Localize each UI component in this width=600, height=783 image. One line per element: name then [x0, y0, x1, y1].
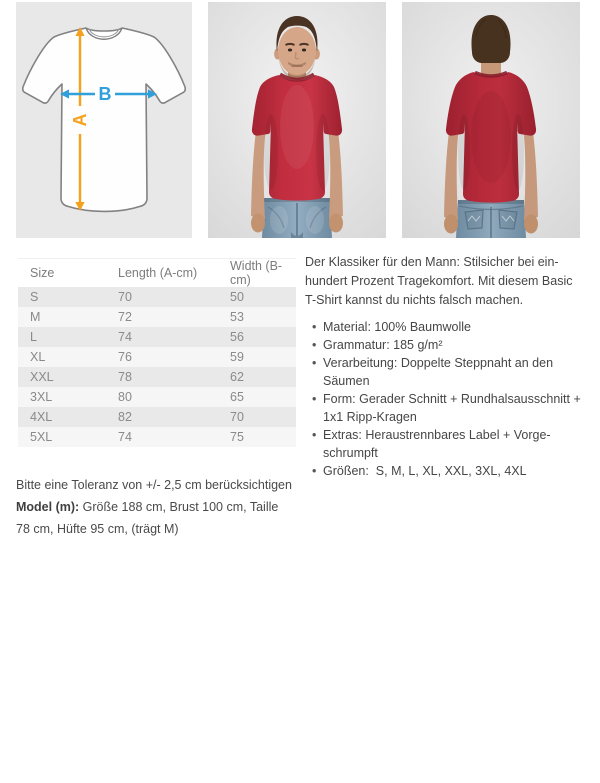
size-table-header-row: [18, 259, 296, 288]
bullet-icon: •: [312, 320, 317, 334]
size-table-cell: 70: [106, 287, 218, 307]
product-info-section: [16, 253, 583, 540]
size-table-cell: 72: [106, 307, 218, 327]
size-table-cell: 3XL: [18, 387, 106, 407]
model-front-illustration: [208, 2, 386, 238]
size-table-row: [18, 367, 296, 387]
diagram-label-b: B: [98, 84, 112, 104]
size-table-cell: S: [18, 287, 106, 307]
column-header: Length (A-cm): [106, 259, 218, 288]
size-table-cell: 59: [218, 347, 296, 367]
size-table-row: [18, 407, 296, 427]
bullet-icon: •: [312, 428, 317, 442]
bullet-icon: •: [312, 464, 317, 478]
size-table-cell: XL: [18, 347, 106, 367]
size-table-cell: 70: [218, 407, 296, 427]
feature-list-item: [312, 336, 583, 354]
size-table-cell: XXL: [18, 367, 106, 387]
size-table-cell: 76: [106, 347, 218, 367]
feature-text: Verarbeitung: Doppelte Steppnaht an den Säumen: [323, 356, 557, 388]
description-intro: Der Klassiker für den Mann: Stilsicher bei einhundert Prozent Tragekomfort. Mit diesem Basic T-Shirt kannst du nichts falsch machen.: [305, 255, 576, 307]
model-measurements-line2: 78 cm, Hüfte 95 cm, (trägt M): [16, 522, 179, 536]
feature-list-item: [312, 390, 583, 426]
tolerance-note: [16, 474, 308, 540]
product-description: [305, 253, 583, 540]
model-back-photo[interactable]: [402, 2, 580, 238]
size-table-row: [18, 427, 296, 447]
feature-list-item: [312, 462, 583, 480]
size-table-cell: 75: [218, 427, 296, 447]
size-table-cell: M: [18, 307, 106, 327]
model-back-illustration: [402, 2, 580, 238]
size-info-column: [16, 253, 298, 540]
diagram-label-a: A: [70, 113, 90, 127]
size-table-cell: 5XL: [18, 427, 106, 447]
size-table-cell: 4XL: [18, 407, 106, 427]
size-table-cell: 82: [106, 407, 218, 427]
size-table-row: [18, 287, 296, 307]
model-front-photo[interactable]: [208, 2, 386, 238]
feature-list-item: [312, 318, 583, 336]
bullet-icon: •: [312, 356, 317, 370]
product-gallery: [16, 2, 580, 238]
size-diagram: [16, 2, 192, 238]
size-table-cell: 56: [218, 327, 296, 347]
model-measurements-line: Model (m): Größe 188 cm, Brust 100 cm, Taille: [16, 500, 279, 514]
size-table-cell: 74: [106, 427, 218, 447]
feature-text: Größen: S, M, L, XL, XXL, 3XL, 4XL: [323, 464, 527, 478]
feature-text: Material: 100% Baumwolle: [323, 320, 471, 334]
size-table-cell: 62: [218, 367, 296, 387]
feature-list-item: [312, 426, 583, 462]
size-table-cell: 50: [218, 287, 296, 307]
size-table-row: [18, 387, 296, 407]
size-table: [18, 258, 296, 447]
size-table-row: [18, 347, 296, 367]
size-table-cell: 78: [106, 367, 218, 387]
feature-text: Form: Gerader Schnitt + Rundhalsausschnitt + 1x1 Ripp-Kragen: [323, 392, 585, 424]
size-table-row: [18, 327, 296, 347]
size-table-cell: 74: [106, 327, 218, 347]
tolerance-line: Bitte eine Toleranz von +/- 2,5 cm berücksichtigen: [16, 478, 292, 492]
size-diagram-image[interactable]: [16, 2, 192, 238]
column-header: Width (B-cm): [218, 259, 296, 288]
feature-text: Grammatur: 185 g/m²: [323, 338, 443, 352]
feature-list: [305, 318, 583, 480]
size-table-cell: 80: [106, 387, 218, 407]
model-label: Model (m):: [16, 500, 80, 514]
feature-list-item: [312, 354, 583, 390]
size-table-cell: L: [18, 327, 106, 347]
feature-text: Extras: Heraustrennbares Label + Vorgeschrumpft: [323, 428, 551, 460]
bullet-icon: •: [312, 338, 317, 352]
size-table-cell: 65: [218, 387, 296, 407]
column-header: Size: [18, 259, 106, 288]
size-table-row: [18, 307, 296, 327]
bullet-icon: •: [312, 392, 317, 406]
size-table-cell: 53: [218, 307, 296, 327]
